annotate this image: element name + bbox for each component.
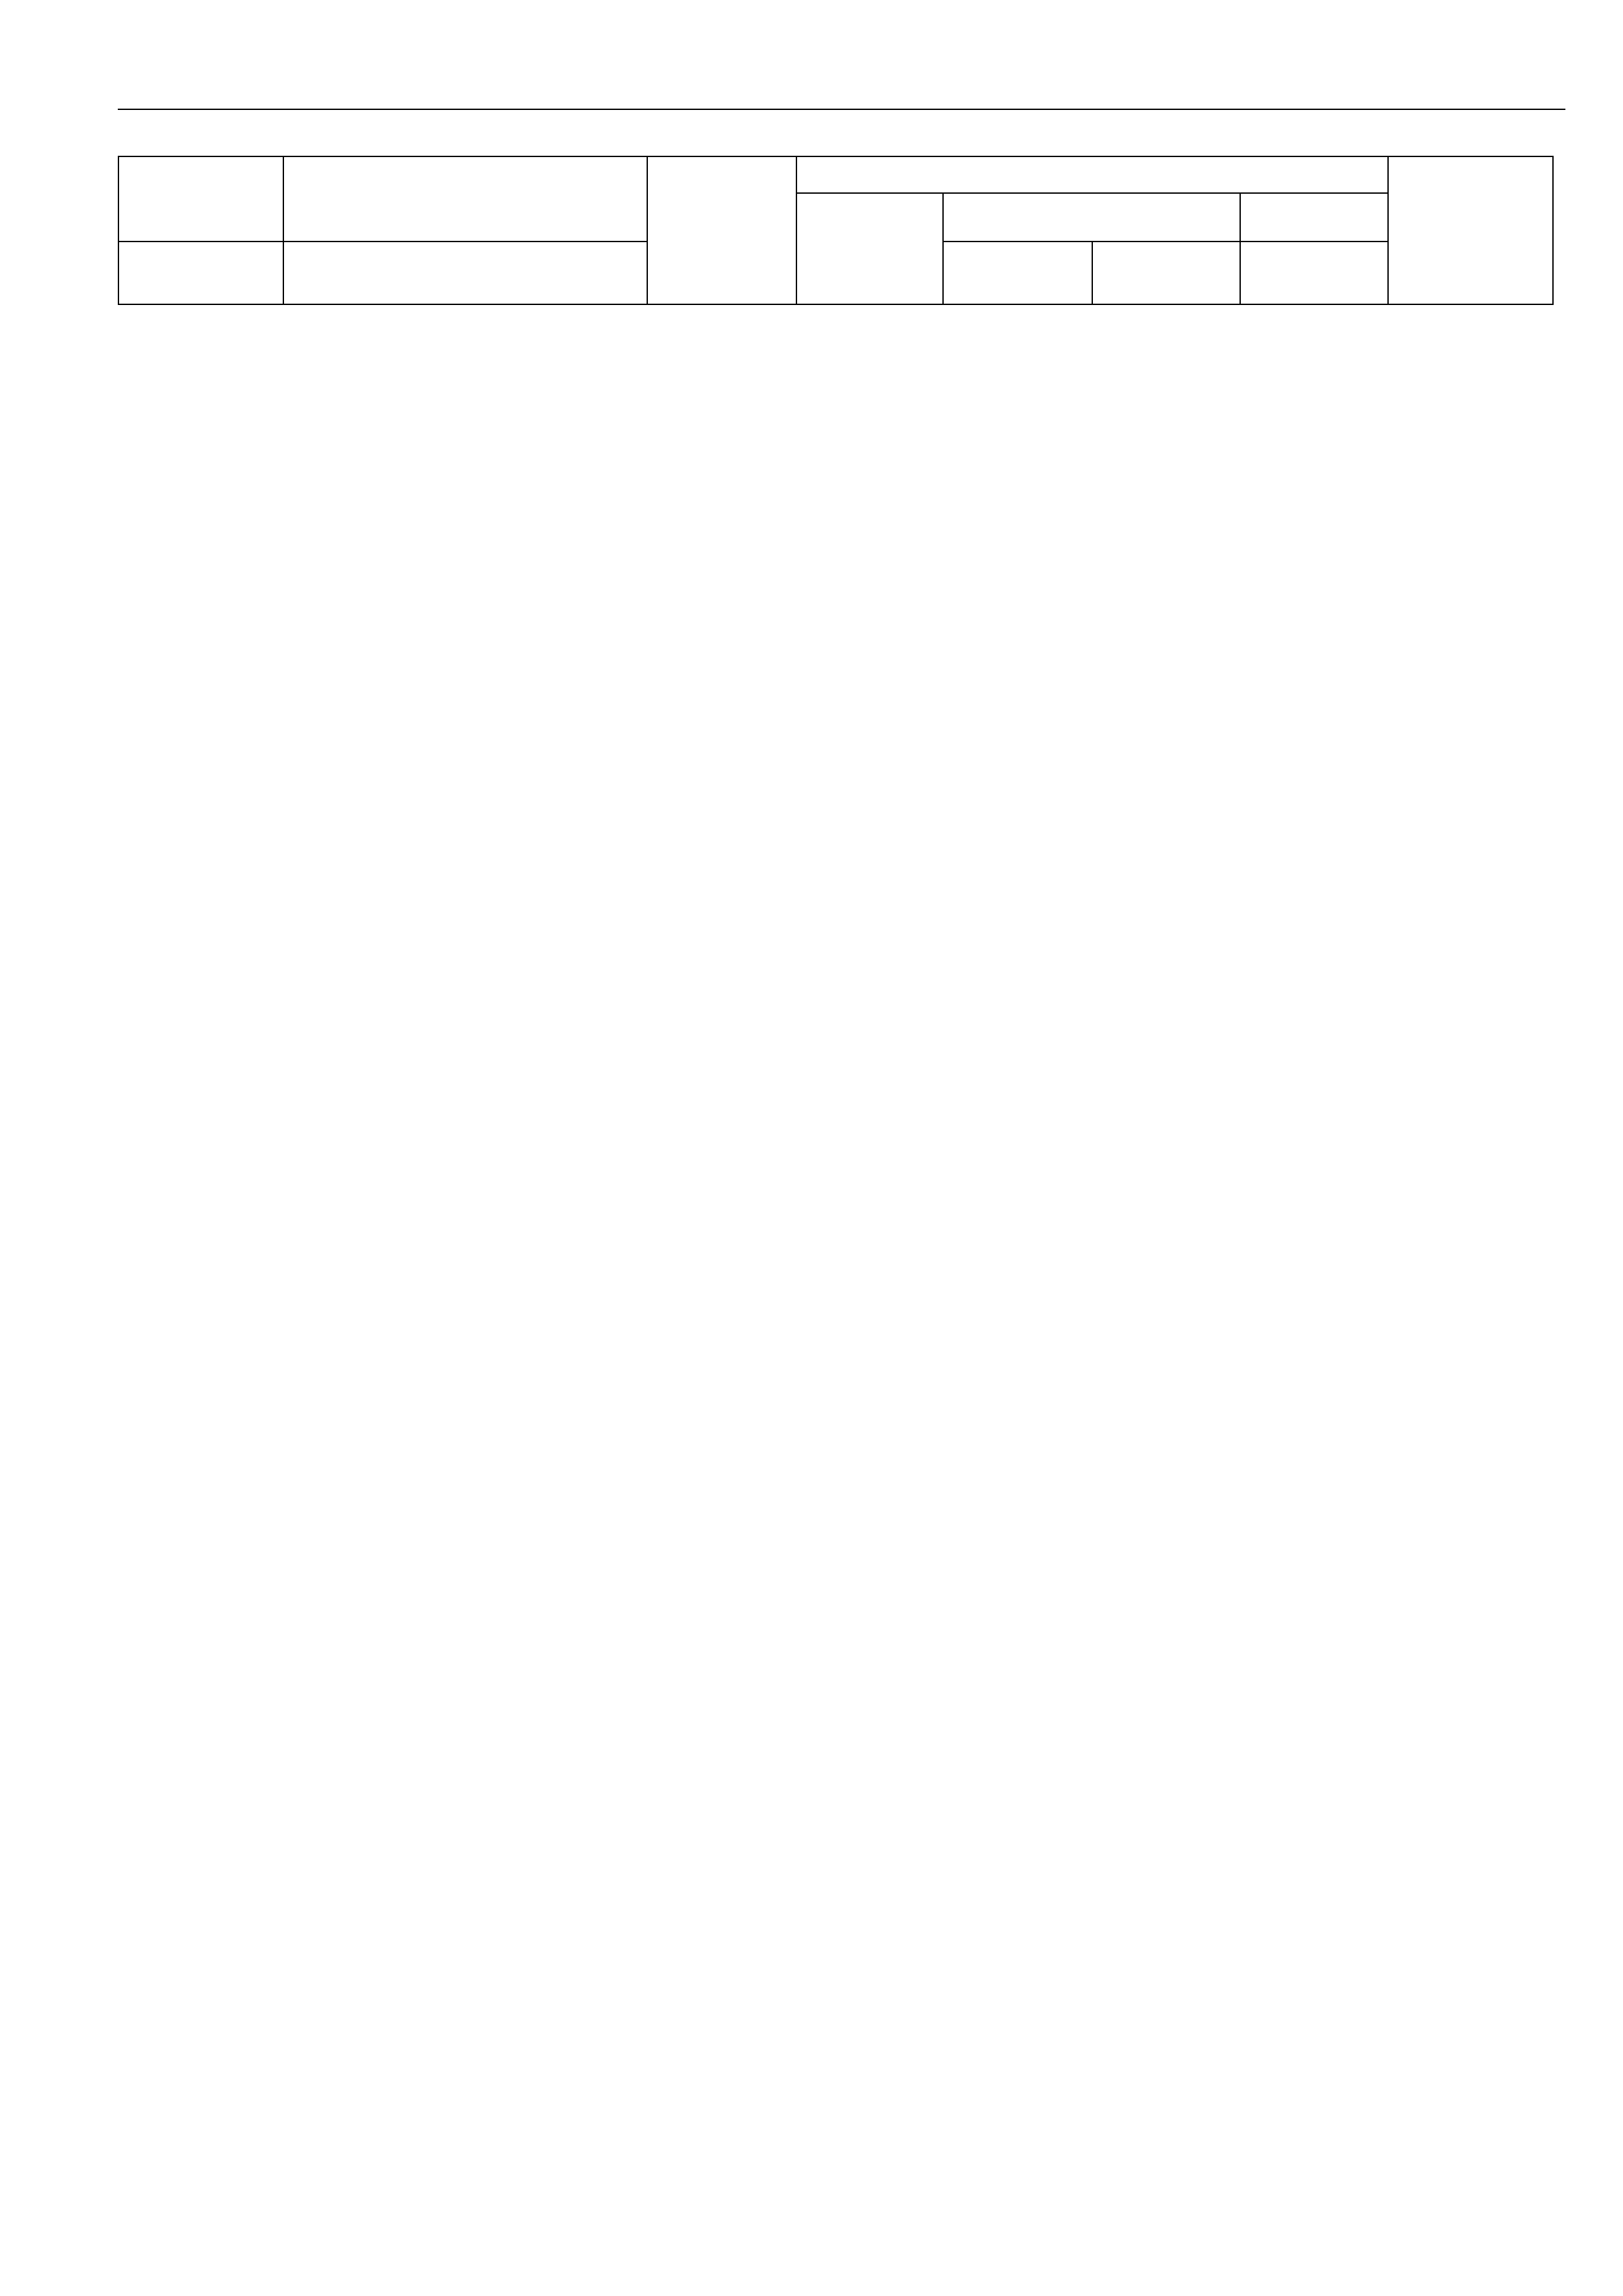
rates-table <box>118 156 1554 304</box>
incl-header <box>796 156 1388 193</box>
materials-header <box>1240 193 1388 242</box>
col2-header-top <box>283 156 647 242</box>
col1-header-top <box>118 156 283 242</box>
col8-header <box>1388 156 1553 304</box>
running-header <box>118 68 1565 110</box>
col6-header <box>1092 242 1240 304</box>
col1-header-bottom <box>118 242 283 304</box>
col2-header-bottom <box>283 242 647 304</box>
col4-header <box>796 193 943 304</box>
col7-header <box>1240 242 1388 304</box>
col3-header <box>647 156 796 304</box>
col5-header <box>943 242 1092 304</box>
machines-header <box>943 193 1240 242</box>
